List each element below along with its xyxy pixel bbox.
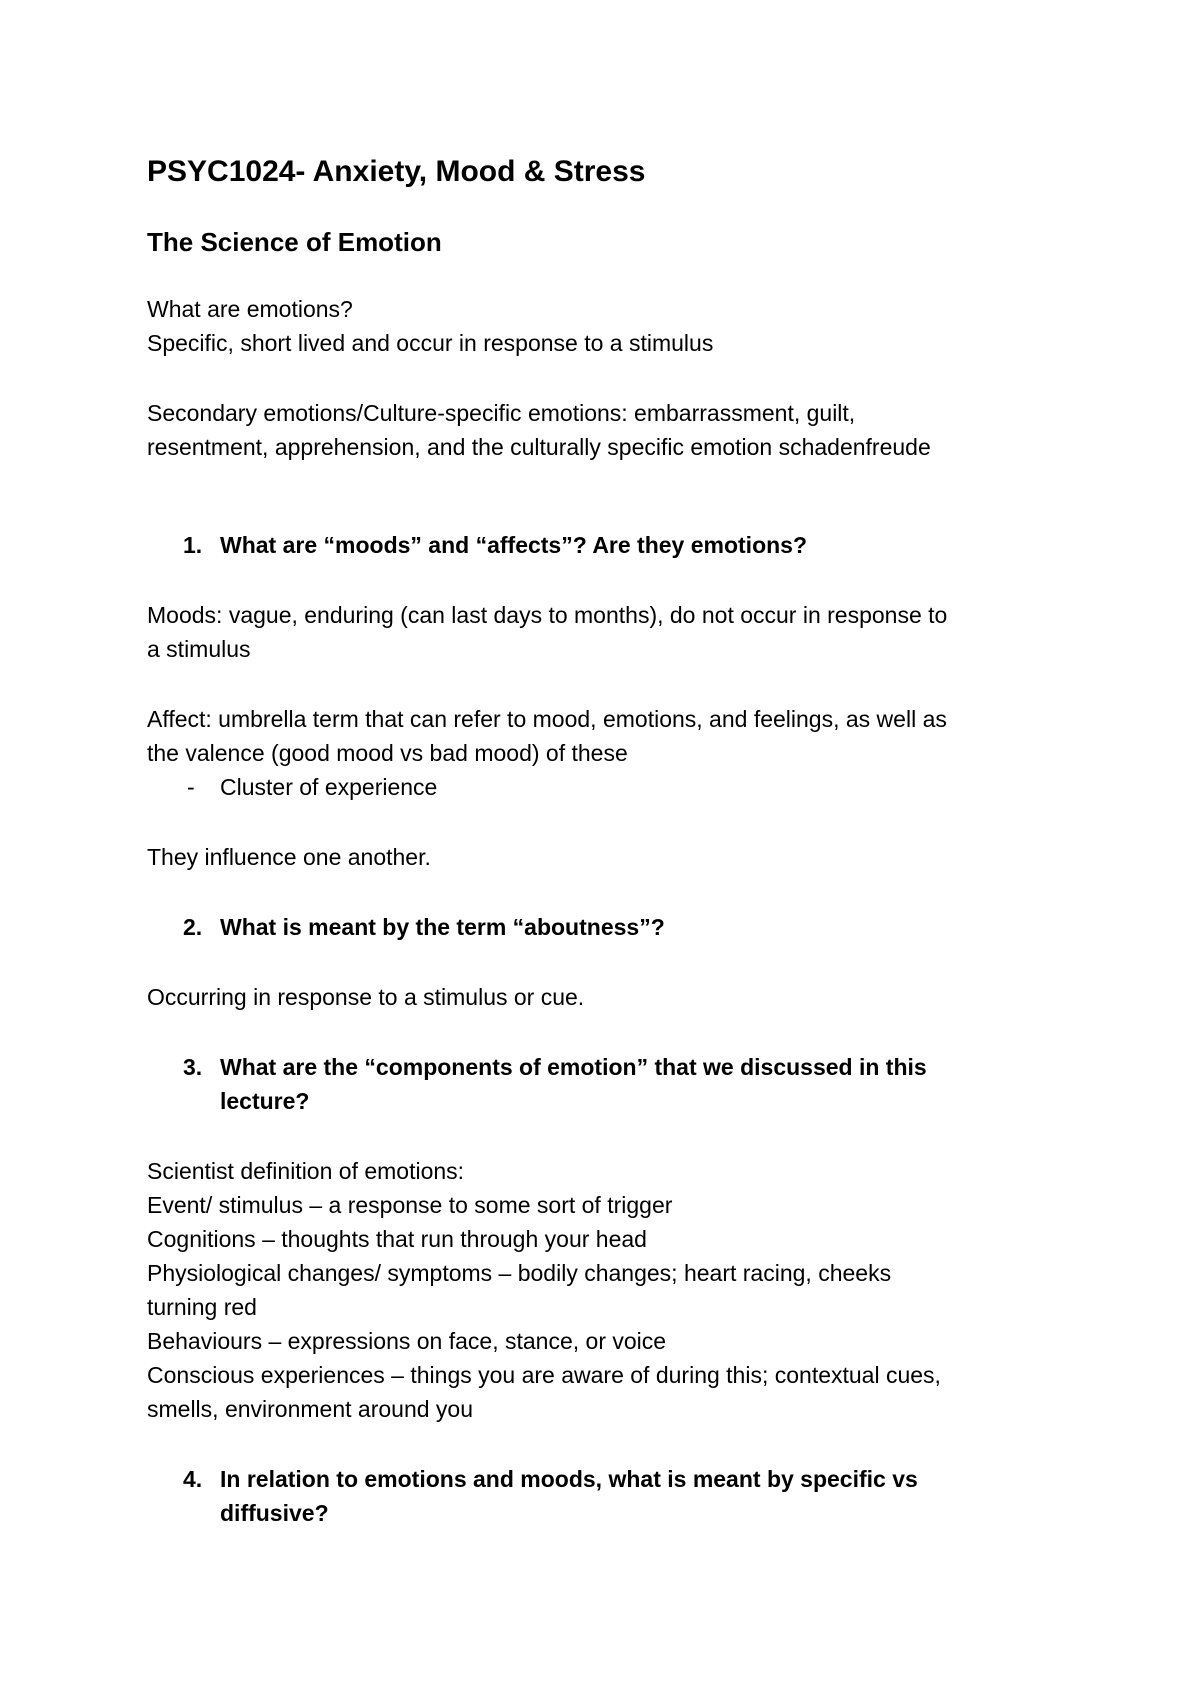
component-physiological-line-2: turning red xyxy=(147,1294,257,1320)
question-1-number: 1. xyxy=(183,532,203,558)
component-conscious-line-2: smells, environment around you xyxy=(147,1396,473,1422)
affect-line-1: Affect: umbrella term that can refer to mood, emotions, and feelings, as well as xyxy=(147,706,947,732)
secondary-emotions-line-2: resentment, apprehension, and the culturally specific emotion schadenfreude xyxy=(147,434,931,460)
aboutness-answer: Occurring in response to a stimulus or cue. xyxy=(147,984,585,1010)
component-cognitions: Cognitions – thoughts that run through your head xyxy=(147,1226,647,1252)
secondary-emotions-line-1: Secondary emotions/Culture-specific emotions: embarrassment, guilt, xyxy=(147,400,856,426)
definition-heading: Scientist definition of emotions: xyxy=(147,1158,465,1184)
question-3-number: 3. xyxy=(183,1054,203,1080)
question-4-number: 4. xyxy=(183,1466,203,1492)
intro-answer: Specific, short lived and occur in response to a stimulus xyxy=(147,330,714,356)
bullet-cluster: Cluster of experience xyxy=(220,774,438,800)
moods-line-2: a stimulus xyxy=(147,636,251,662)
moods-line-1: Moods: vague, enduring (can last days to months), do not occur in response to xyxy=(147,602,948,628)
component-conscious-line-1: Conscious experiences – things you are aware of during this; contextual cues, xyxy=(147,1362,941,1388)
influence-text: They influence one another. xyxy=(147,844,431,870)
section-heading: The Science of Emotion xyxy=(147,227,442,257)
question-1-text: What are “moods” and “affects”? Are they emotions? xyxy=(220,532,808,558)
question-3-text-line-2: lecture? xyxy=(220,1088,310,1114)
question-4-text-line-2: diffusive? xyxy=(220,1500,329,1526)
question-4-text-line-1: In relation to emotions and moods, what is meant by specific vs xyxy=(220,1466,918,1492)
question-2-number: 2. xyxy=(183,914,203,940)
bullet-dash: - xyxy=(187,774,195,800)
document-title: PSYC1024- Anxiety, Mood & Stress xyxy=(147,155,646,188)
question-3-text-line-1: What are the “components of emotion” that we discussed in this xyxy=(220,1054,927,1080)
component-physiological-line-1: Physiological changes/ symptoms – bodily changes; heart racing, cheeks xyxy=(147,1260,892,1286)
question-2-text: What is meant by the term “aboutness”? xyxy=(220,914,665,940)
intro-question: What are emotions? xyxy=(147,296,353,322)
component-behaviours: Behaviours – expressions on face, stance, or voice xyxy=(147,1328,667,1354)
affect-line-2: the valence (good mood vs bad mood) of these xyxy=(147,740,628,766)
component-event: Event/ stimulus – a response to some sort of trigger xyxy=(147,1192,673,1218)
